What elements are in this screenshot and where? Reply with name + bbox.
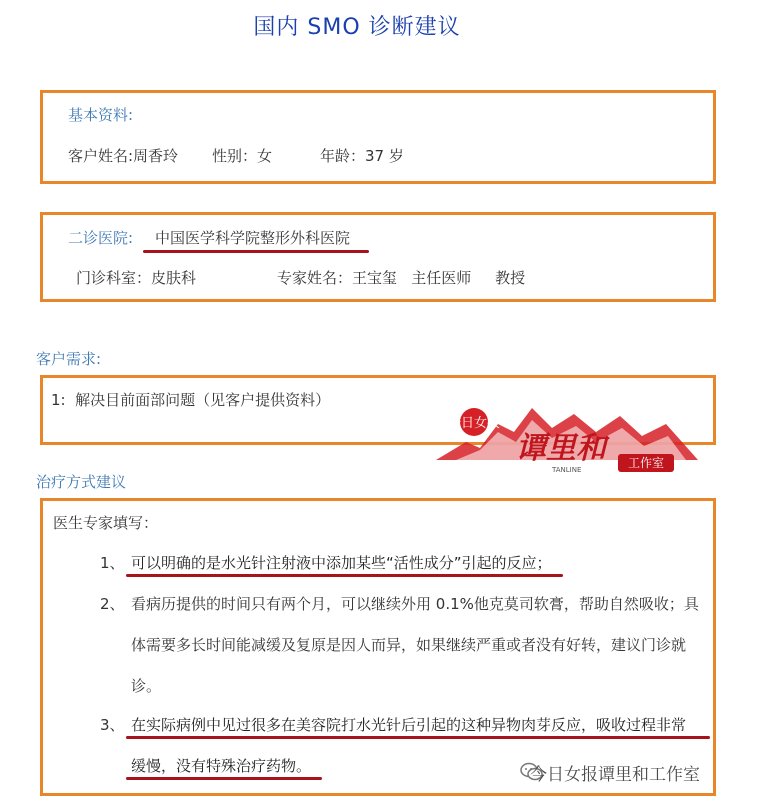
- treatment-heading: 治疗方式建议: [36, 473, 127, 491]
- basic-info-heading: 基本资料:: [68, 106, 134, 124]
- item-1-number: 1、: [100, 554, 125, 572]
- item-1-underline: [126, 574, 563, 577]
- needs-heading: 客户需求:: [36, 350, 102, 368]
- hospital-name: 中国医学科学院整形外科医院: [155, 229, 351, 247]
- item-3-line-2: 缓慢，没有特殊治疗药物。: [131, 757, 312, 775]
- item-1-line-1: 可以明确的是水光针注射液中添加某些“活性成分”引起的反应；: [131, 554, 552, 572]
- item-3-number: 3、: [100, 716, 125, 734]
- logo-sub-text: TANLINE: [552, 466, 582, 474]
- logo-tag-text: 工作室: [627, 456, 665, 470]
- item-3-underline-2: [126, 777, 322, 780]
- item-2-number: 2、: [100, 595, 125, 613]
- hospital-label: 二诊医院:: [68, 229, 134, 247]
- item-2-line-1: 看病历提供的时间只有两个月，可以继续外用 0.1%他克莫司软膏，帮助自然吸收；具: [131, 595, 699, 613]
- logo-small-text: 今日女报: [447, 416, 501, 431]
- tanlihe-studio-logo: [436, 402, 698, 476]
- expert-name: 专家姓名：王宝玺 主任医师 教授: [277, 269, 526, 287]
- page-title: 国内 SMO 诊断建议: [253, 15, 461, 40]
- item-3-line-1: 在实际病例中见过很多在美容院打水光针后引起的这种异物肉芽反应，吸收过程非常: [131, 716, 687, 734]
- customer-age: 年龄：37 岁: [320, 147, 404, 165]
- second-opinion-box: [40, 212, 716, 302]
- item-3-underline-1: [126, 736, 710, 739]
- need-item: 1: 解决目前面部问题（见客户提供资料）: [51, 391, 331, 409]
- customer-gender: 性别：女: [212, 147, 273, 165]
- hospital-underline: [143, 250, 369, 253]
- department: 门诊科室：皮肤科: [76, 269, 197, 287]
- item-2-line-2: 体需要多长时间能减缓及复原是因人而异，如果继续严重或者没有好转，建议门诊就: [131, 636, 687, 654]
- treatment-intro: 医生专家填写：: [53, 514, 159, 532]
- logo-main-text: 谭里和: [516, 431, 606, 466]
- basic-info-box: [40, 90, 716, 184]
- item-2-line-3: 诊。: [131, 677, 162, 695]
- watermark-text: 今日女报谭里和工作室: [530, 765, 700, 785]
- customer-name: 客户姓名:周香玲: [68, 147, 179, 165]
